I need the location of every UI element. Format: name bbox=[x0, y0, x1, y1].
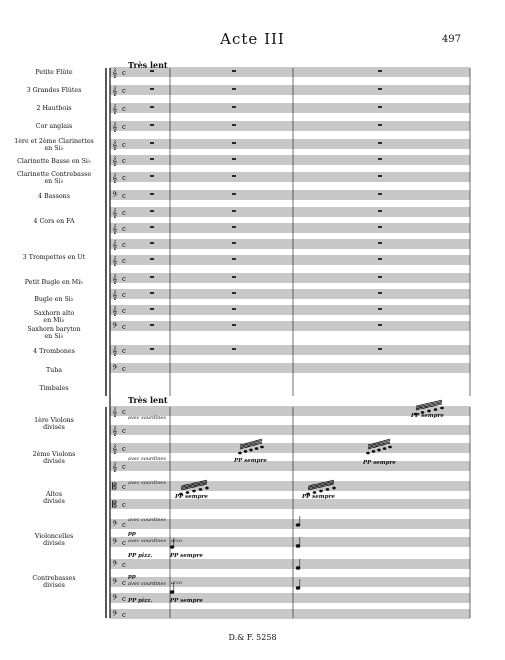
time-signature-c: c bbox=[122, 463, 126, 471]
clef-symbol: 𝄞 bbox=[112, 290, 118, 301]
staff bbox=[110, 306, 470, 314]
note-head bbox=[206, 487, 209, 489]
time-signature-c: c bbox=[122, 105, 126, 113]
tremolo-beam bbox=[416, 401, 442, 407]
clef-symbol: 𝄞 bbox=[112, 86, 118, 97]
note-head bbox=[261, 446, 264, 448]
whole-rest bbox=[378, 258, 382, 260]
clef-symbol: 𝄞 bbox=[112, 462, 118, 473]
time-signature-c: c bbox=[122, 307, 126, 315]
whole-rest bbox=[378, 124, 382, 126]
whole-rest bbox=[232, 70, 236, 72]
whole-rest bbox=[150, 142, 154, 144]
instrument-label-violons-1: 1ère Violons divisés bbox=[34, 417, 74, 431]
held-note bbox=[170, 546, 174, 549]
time-signature-c: c bbox=[122, 579, 126, 587]
dynamic-pp-sempre-v1: PP sempre bbox=[411, 413, 444, 419]
whole-rest bbox=[150, 175, 154, 177]
marking-arco-vc: arco bbox=[171, 538, 183, 544]
tempo-marking-strings: Très lent bbox=[128, 395, 168, 405]
clef-symbol: 𝄢 bbox=[112, 610, 118, 621]
clef-symbol: 𝄡 bbox=[112, 500, 118, 511]
clef-symbol: 𝄞 bbox=[112, 122, 118, 133]
whole-rest bbox=[150, 124, 154, 126]
clef-symbol: 𝄢 bbox=[112, 560, 118, 571]
barlines bbox=[106, 68, 470, 618]
time-signature-c: c bbox=[122, 347, 126, 355]
staff bbox=[110, 156, 470, 164]
time-signature-c: c bbox=[122, 209, 126, 217]
clef-symbol: 𝄞 bbox=[112, 426, 118, 437]
time-signature-c: c bbox=[122, 595, 126, 603]
staff bbox=[110, 322, 470, 330]
whole-rest bbox=[232, 348, 236, 350]
whole-rest bbox=[232, 276, 236, 278]
whole-rest bbox=[232, 106, 236, 108]
clef-symbol: 𝄞 bbox=[112, 274, 118, 285]
clef-symbol: 𝄞 bbox=[112, 256, 118, 267]
staff bbox=[110, 444, 470, 452]
note-head bbox=[389, 446, 392, 448]
marking-avec-sourdines-vc2: avec sourdines bbox=[128, 538, 166, 544]
note-head bbox=[326, 489, 329, 491]
note-head bbox=[378, 449, 381, 451]
clef-symbol: 𝄞 bbox=[112, 444, 118, 455]
whole-rest bbox=[378, 175, 382, 177]
clef-symbol: 𝄞 bbox=[112, 208, 118, 219]
held-note bbox=[170, 591, 174, 594]
time-signature-c: c bbox=[122, 157, 126, 165]
whole-rest bbox=[378, 158, 382, 160]
whole-rest bbox=[150, 324, 154, 326]
time-signature-c: c bbox=[122, 87, 126, 95]
whole-rest bbox=[232, 158, 236, 160]
whole-rest bbox=[150, 70, 154, 72]
instrument-label-contrebasses: Contrebasses divisés bbox=[32, 575, 76, 589]
whole-rest bbox=[150, 276, 154, 278]
whole-rest bbox=[150, 193, 154, 195]
dynamic-pp-pizz-vc2: PP pizz. bbox=[128, 553, 153, 559]
whole-rest bbox=[150, 348, 154, 350]
whole-rest bbox=[378, 324, 382, 326]
time-signature-c: c bbox=[122, 257, 126, 265]
clef-symbol: 𝄞 bbox=[112, 407, 118, 418]
note-head bbox=[239, 452, 242, 454]
marking-arco-cb: arco bbox=[171, 580, 183, 586]
clef-symbol: 𝄞 bbox=[112, 306, 118, 317]
clef-symbol: 𝄞 bbox=[112, 240, 118, 251]
marking-avec-sourdines-v1: avec sourdines bbox=[128, 415, 166, 421]
tremolo-beam bbox=[240, 440, 262, 446]
staff bbox=[110, 140, 470, 148]
clef-symbol: 𝄢 bbox=[112, 520, 118, 531]
whole-rest bbox=[378, 210, 382, 212]
dynamic-pp-sempre-alto-b: PP sempre bbox=[302, 494, 335, 500]
tremolo-group bbox=[239, 439, 264, 454]
whole-rest bbox=[232, 324, 236, 326]
time-signature-c: c bbox=[122, 501, 126, 509]
clef-symbol: 𝄢 bbox=[112, 594, 118, 605]
clef-symbol: 𝄞 bbox=[112, 173, 118, 184]
whole-rest bbox=[378, 308, 382, 310]
time-signature-c: c bbox=[122, 561, 126, 569]
time-signature-c: c bbox=[122, 192, 126, 200]
dynamic-pp-sempre-v2a: PP sempre bbox=[234, 458, 267, 464]
instrument-label-trombones: 4 Trombones bbox=[33, 348, 75, 355]
staff bbox=[110, 462, 470, 470]
instrument-label-timbales: Timbales bbox=[39, 385, 69, 392]
dynamic-pp-vc1: pp bbox=[128, 531, 136, 537]
dynamic-pp-sempre-alto-a: PP sempre bbox=[175, 494, 208, 500]
dynamic-pp-pizz-cb2: PP pizz. bbox=[128, 598, 153, 604]
instrument-label-saxhorn-alto: Saxhorn alto en Mi♭ bbox=[33, 310, 75, 324]
whole-rest bbox=[150, 106, 154, 108]
whole-rest bbox=[150, 292, 154, 294]
held-note bbox=[296, 567, 300, 570]
marking-avec-sourdines-vc1: avec sourdines bbox=[128, 517, 166, 523]
whole-rest bbox=[232, 124, 236, 126]
note-head bbox=[367, 452, 370, 454]
staff bbox=[110, 191, 470, 199]
held-note bbox=[296, 524, 300, 527]
note-head bbox=[320, 490, 323, 492]
whole-rest bbox=[232, 193, 236, 195]
time-signature-c: c bbox=[122, 69, 126, 77]
tremolo-beam bbox=[416, 403, 442, 409]
clef-symbol: 𝄢 bbox=[112, 191, 118, 202]
held-note bbox=[296, 545, 300, 548]
time-signature-c: c bbox=[122, 408, 126, 416]
instrument-label-violoncelles: Violoncelles divisés bbox=[34, 533, 74, 547]
clef-symbol: 𝄞 bbox=[112, 346, 118, 357]
instrument-label-petit-bugle: Petit Bugle en Mi♭ bbox=[24, 279, 84, 286]
clef-symbol: 𝄢 bbox=[112, 578, 118, 589]
note-head bbox=[441, 407, 444, 409]
time-signature-c: c bbox=[122, 427, 126, 435]
clef-symbol: 𝄢 bbox=[112, 538, 118, 549]
whole-rest bbox=[150, 258, 154, 260]
staff bbox=[110, 208, 470, 216]
staff bbox=[110, 274, 470, 282]
time-signature-c: c bbox=[122, 275, 126, 283]
staff bbox=[110, 290, 470, 298]
staff bbox=[110, 560, 470, 568]
instrument-label-trompettes: 3 Trompettes en Ut bbox=[22, 254, 86, 261]
time-signature-c: c bbox=[122, 291, 126, 299]
whole-rest bbox=[378, 70, 382, 72]
instrument-label-clarinette-basse: Clarinette Basse en Si♭ bbox=[17, 158, 91, 165]
whole-rest bbox=[150, 308, 154, 310]
whole-rest bbox=[150, 242, 154, 244]
time-signature-c: c bbox=[122, 174, 126, 182]
dynamic-pp-cb1: pp bbox=[128, 574, 136, 580]
page-title: Acte III bbox=[220, 30, 285, 48]
staff bbox=[110, 364, 470, 372]
instrument-label-altos: Altos divisés bbox=[43, 491, 65, 505]
time-signature-c: c bbox=[122, 241, 126, 249]
whole-rest bbox=[232, 308, 236, 310]
staff bbox=[110, 104, 470, 112]
note-head bbox=[383, 448, 386, 450]
staff bbox=[110, 594, 470, 602]
instrument-label-bugle: Bugle en Si♭ bbox=[34, 296, 74, 303]
tremolo-group bbox=[307, 480, 336, 495]
note-head bbox=[428, 410, 431, 412]
note-head bbox=[434, 409, 437, 411]
dynamic-pp-sempre-cb: PP sempre bbox=[170, 598, 203, 604]
whole-rest bbox=[378, 276, 382, 278]
whole-rest bbox=[150, 210, 154, 212]
tremolo-group bbox=[367, 439, 392, 454]
instrument-label-grandes-flutes: 3 Grandes Flûtes bbox=[26, 87, 82, 94]
staff bbox=[110, 500, 470, 508]
time-signature-c: c bbox=[122, 539, 126, 547]
whole-rest bbox=[150, 88, 154, 90]
time-signature-c: c bbox=[122, 225, 126, 233]
clef-symbol: 𝄡 bbox=[112, 482, 118, 493]
clef-symbol: 𝄞 bbox=[112, 224, 118, 235]
whole-rest bbox=[232, 210, 236, 212]
marking-avec-sourdines-v2: avec sourdines bbox=[128, 456, 166, 462]
whole-rest bbox=[378, 242, 382, 244]
whole-rest bbox=[378, 106, 382, 108]
whole-rest bbox=[150, 158, 154, 160]
marking-avec-sourdines-cb: avec sourdines bbox=[128, 581, 166, 587]
whole-rest bbox=[232, 258, 236, 260]
staff bbox=[110, 122, 470, 130]
dynamic-pp-sempre-vc: PP sempre bbox=[170, 553, 203, 559]
clef-symbol: 𝄞 bbox=[112, 156, 118, 167]
instrument-label-violons-2: 2ème Violons divisés bbox=[32, 451, 76, 465]
instrument-label-saxhorn-baryton: Saxhorn baryton en Si♭ bbox=[27, 326, 81, 340]
note-head bbox=[244, 451, 247, 453]
whole-rest bbox=[378, 348, 382, 350]
note-head bbox=[333, 487, 336, 489]
tremolo-beam bbox=[181, 481, 207, 487]
staff bbox=[110, 68, 470, 76]
staff bbox=[110, 426, 470, 434]
time-signature-c: c bbox=[122, 445, 126, 453]
whole-rest bbox=[150, 226, 154, 228]
clef-symbol: 𝄞 bbox=[112, 140, 118, 151]
staff bbox=[110, 173, 470, 181]
clef-symbol: 𝄞 bbox=[112, 68, 118, 79]
clef-symbol: 𝄢 bbox=[112, 364, 118, 375]
dynamic-pp-sempre-v2b: PP sempre bbox=[363, 460, 396, 466]
tremolo-beam bbox=[240, 442, 262, 448]
plate-number: D.& F. 5258 bbox=[228, 633, 277, 642]
whole-rest bbox=[232, 175, 236, 177]
staves bbox=[110, 68, 470, 618]
staff bbox=[110, 240, 470, 248]
time-signature-c: c bbox=[122, 483, 126, 491]
whole-rest bbox=[232, 242, 236, 244]
whole-rest bbox=[378, 88, 382, 90]
instrument-label-tuba: Tuba bbox=[45, 367, 63, 374]
whole-rest bbox=[232, 292, 236, 294]
time-signature-c: c bbox=[122, 323, 126, 331]
instrument-label-cors: 4 Cors en FA bbox=[33, 218, 75, 225]
time-signature-c: c bbox=[122, 141, 126, 149]
time-signature-c: c bbox=[122, 365, 126, 373]
clef-symbol: 𝄢 bbox=[112, 322, 118, 333]
note-head bbox=[372, 451, 375, 453]
whole-rest bbox=[378, 142, 382, 144]
instrument-label-cor-anglais: Cor anglais bbox=[35, 123, 73, 130]
tremolo-group bbox=[180, 480, 209, 495]
note-head bbox=[250, 449, 253, 451]
whole-rest bbox=[232, 226, 236, 228]
instrument-label-hautbois: 2 Hautbois bbox=[36, 105, 72, 112]
clefs bbox=[112, 68, 126, 621]
instrument-label-clarinettes: 1ère et 2ème Clarinettes en Si♭ bbox=[14, 138, 94, 152]
staff bbox=[110, 346, 470, 354]
marking-avec-sourdines-alto: avec sourdines bbox=[128, 480, 166, 486]
instrument-label-petite-flute: Petite Flûte bbox=[35, 69, 73, 76]
staff bbox=[110, 86, 470, 94]
note-head bbox=[193, 490, 196, 492]
time-signature-c: c bbox=[122, 611, 126, 619]
tremolo-beam bbox=[368, 440, 390, 446]
tremolo-beam bbox=[308, 481, 334, 487]
whole-rest bbox=[378, 193, 382, 195]
tremolo-beam bbox=[368, 442, 390, 448]
tempo-marking-winds: Très lent bbox=[128, 60, 168, 70]
page-number: 497 bbox=[441, 34, 461, 45]
staff bbox=[110, 256, 470, 264]
time-signature-c: c bbox=[122, 521, 126, 529]
staff bbox=[110, 224, 470, 232]
note-head bbox=[199, 489, 202, 491]
whole-rest bbox=[232, 142, 236, 144]
held-note bbox=[296, 587, 300, 590]
whole-rest bbox=[378, 226, 382, 228]
instrument-label-bassons: 4 Bassons bbox=[38, 193, 70, 200]
time-signature-c: c bbox=[122, 123, 126, 131]
staff bbox=[110, 610, 470, 618]
whole-rest bbox=[232, 88, 236, 90]
whole-rest bbox=[378, 292, 382, 294]
instrument-label-clarinette-contrebasse: Clarinette Contrebasse en Si♭ bbox=[16, 171, 92, 185]
clef-symbol: 𝄞 bbox=[112, 104, 118, 115]
note-head bbox=[255, 448, 258, 450]
